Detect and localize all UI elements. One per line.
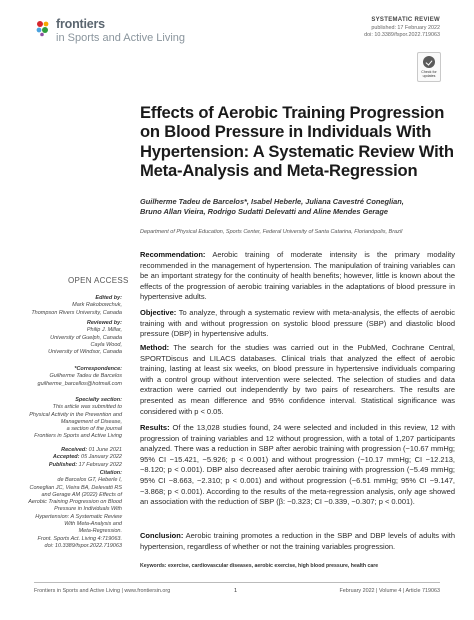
specialty-line: Management of Disease, [60,418,122,425]
citation-line: Hypertension: A Systematic Review [35,513,122,520]
objective-label: Objective: [140,308,177,317]
citation-line: With Meta-Analysis and [64,521,122,528]
abstract-conclusion [140,531,455,552]
citation-line: de Barcelos GT, Heberle I, [57,477,122,484]
citation-section [28,470,122,550]
conclusion-label: Conclusion: [140,531,184,540]
dates-section [49,447,122,469]
accepted-label: Accepted: [52,454,80,461]
specialty-label: Specialty section: [75,397,122,403]
reviewer-line: University of Guelph, Canada [50,334,122,341]
published-date: published: 17 February 2022 [371,25,440,31]
affiliation: Department of Physical Education, Sports Center, Federal University of Santa Catarina, Florianópolis, Brazil [140,229,403,235]
citation-line: Coneglian JC, Vieira BA, Delevatti RS [29,484,122,491]
authors-line-2: Bruno Allan Vieira, Rodrigo Sudatti Delevatti and Aline Mendes Gerage [140,207,389,216]
received-value: 01 June 2021 [88,447,122,453]
open-access-label: OPEN ACCESS [68,276,129,285]
footer-divider [34,582,440,583]
received-label: Received: [61,447,88,453]
conclusion-text: Aerobic training promotes a reduction in the SBP and DBP levels of adults with hypertension, regardless of whether or not the training variables progression. [140,531,456,551]
edited-by-label: Edited by: [95,295,122,301]
abstract-objective [140,308,455,340]
specialty-section [29,397,122,441]
correspondence-label: *Correspondence: [74,366,122,372]
citation-line: Pressure in Individuals With [54,506,122,513]
edited-by-section [31,295,122,317]
check-icon [423,56,435,68]
accepted-date [49,454,122,461]
footer-journal-link[interactable]: Frontiers in Sports and Active Living | www.frontiersin.org [34,588,171,594]
published-value: 17 February 2022 [78,461,122,468]
recommendation-label: Recommendation: [140,250,206,259]
editor-line: Thompson Rivers University, Canada [31,309,122,316]
method-label: Method: [140,343,170,352]
reviewer-line: Cayla Wood, [90,341,122,348]
results-text: Of the 13,028 studies found, 24 were selected and included in this review, 12 with progression of training variables and 12 without progression, with a total of 1,207 participants analyzed. There was a reduction in SBP after aerobic training with progression (−10.67 mmHg; 95% CI −15.421, −5.926; p < 0.001) and without progression (−10.17 mmHg; CI −12.213, −8.120; p < 0.001). DBP also decreased after aerobic training with progression (−5.49 mmHg; 95% CI −8.663, −2.310; p < 0.001) and without progression (−6.51 mmHg; 95% CI −9.147, −3.868; p < 0.001). According to the results of the meta-regression analysis, only age showed an association with the reduction of SBP (β: −0.323; CI −0.339, −0.307; p < 0.001). [140,423,455,507]
published-label: Published: [48,461,78,468]
accepted-value: 05 January 2022 [81,454,122,461]
citation-line: and Gerage AM (2022) Effects of [41,491,122,498]
article-title: Effects of Aerobic Training Progression on Blood Pressure in Individuals With Hypertension: A Systematic Review With Meta-Analysis and Meta-Regression [140,103,454,181]
article-type: SYSTEMATIC REVIEW [371,17,440,23]
editor-line: Mark Rakobowchuk, [72,302,122,309]
specialty-line: Frontiers in Sports and Active Living [34,433,122,440]
check-for-updates-button[interactable] [417,52,441,82]
citation-label: Citation: [99,470,122,476]
specialty-line: This article was submitted to [52,404,122,411]
results-label: Results: [140,423,170,432]
correspondence-email-link[interactable]: guilherme_barcellos@hotmail.com [37,380,122,387]
specialty-line: a section of the journal [66,426,122,433]
journal-name: frontiers [56,17,105,31]
reviewer-line: University of Windsor, Canada [48,349,122,356]
doi-link[interactable]: doi: 10.3389/fspor.2022.719063 [364,32,440,38]
reviewed-by-section [48,320,122,356]
keywords: Keywords: exercise, cardiovascular diseases, aerobic exercise, high blood pressure, health care [140,563,379,569]
published-date-side [49,462,122,469]
correspondence-section [38,366,122,388]
citation-line: Meta-Regression. [78,528,122,535]
journal-subtitle: in Sports and Active Living [56,32,186,44]
footer-issue-info: February 2022 | Volume 4 | Article 719063 [339,588,440,594]
abstract-recommendation [140,250,455,303]
specialty-line: Physical Activity in the Prevention and [29,411,122,418]
page-number: 1 [234,588,238,594]
citation-line: Front. Sports Act. Living 4:719063. [37,535,122,542]
received-date [49,447,122,454]
reviewed-by-label: Reviewed by: [86,320,122,326]
citation-line: Aerobic Training Progression on Blood [28,499,122,506]
reviewer-line: Philip J. Millar, [86,327,122,334]
abstract-method [140,343,455,417]
objective-text: To analyze, through a systematic review with meta-analysis, the effects of aerobic training with and without progression on systolic blood pressure (SBP) and diastolic blood pressure (DBP) in hypertensive adults. [140,308,455,339]
recommendation-text: Aerobic training of moderate intensity is the primary modality recommended in the management of hypertension. The manipulation of training variables can be an important strategy for the continuity of health benefits; however, little is known about the effects of the progression of aerobic training variables in the adaptations of blood pressure in hypertensive adults. [140,250,455,302]
citation-doi-link[interactable]: doi: 10.3389/fspor.2022.719063 [44,542,122,549]
method-text: The search for the studies was carried out in the PubMed, Cochrane Central, SPORTDiscus and LILACS databases. Clinical trials that analyzed the effect of aerobic training, lasting at least six weeks, on blood pressure in hypertensive individuals comparing with a control group without intervention were selected. The selection of studies and data extraction were carried out independently by two pairs of researchers. The results are presented as mean difference and 95% confidence interval. Statistical significance was considered with p < 0.05. [140,343,455,416]
authors-line-1: Guilherme Tadeu de Barcelos*, Isabel Heberle, Juliana Cavestré Coneglian, [140,197,404,206]
check-for-updates-label: Check for updates [421,70,437,78]
frontiers-logo-icon [34,19,52,37]
abstract-results [140,423,455,508]
correspondence-name: Guilherme Tadeu de Barcelos [49,373,122,380]
